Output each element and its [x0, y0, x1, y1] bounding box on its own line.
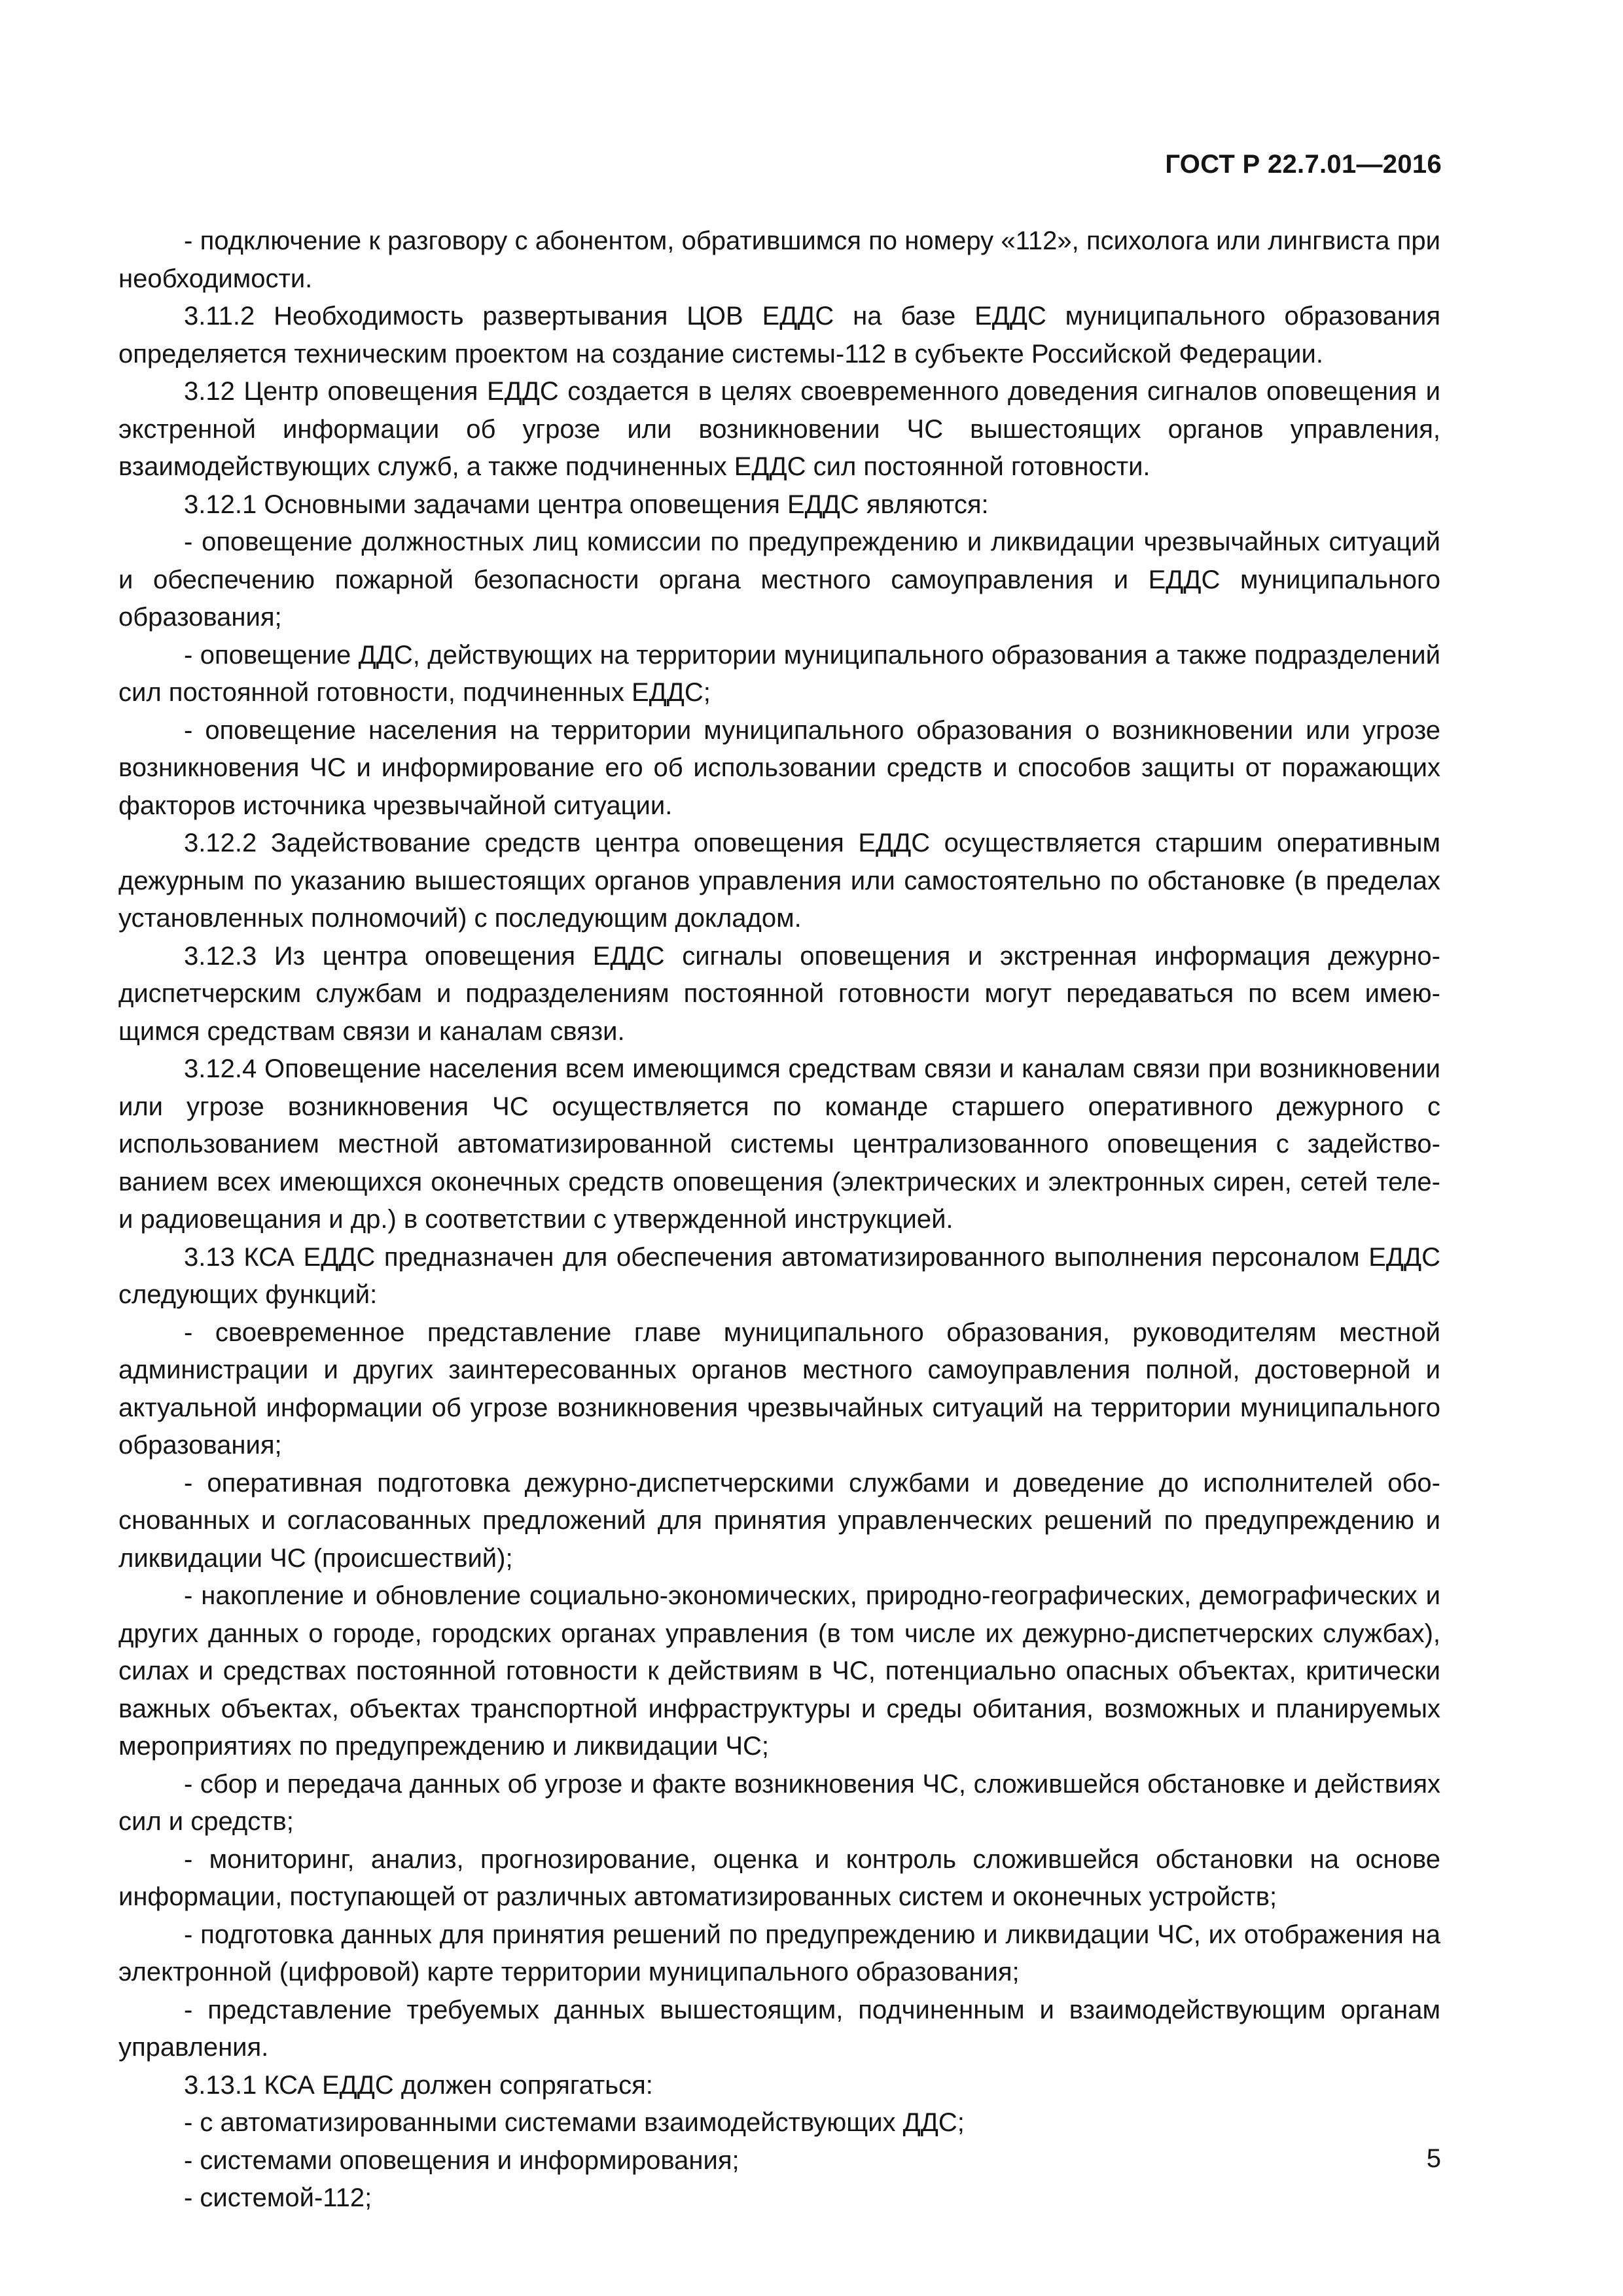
page-number: 5: [1426, 2144, 1441, 2173]
paragraph: - с автоматизированными системами взаимодействующих ДДС;: [184, 2108, 965, 2137]
paragraph: 3.12 Центр оповещения ЕДДС создается в целях своевременного доведения сигналов оповещения и экстренной информации об угрозе или возникновении ЧС вышестоящих органов управления, взаимодействующих служб, а также подчиненных ЕДДС сил постоянной готовности.: [118, 377, 1440, 481]
paragraph: - накопление и обновление социально-экономических, природно-географических, демографических и других данных о городе, городских органах управления (в том числе их дежурно-диспетчерских службах), силах и средствах постоянной готовности к действиям в ЧС, потенциально опасных объектах, критически важных объектах, объектах транспортной инфраструктуры и среды обитания, возможных и планируемых мероприятиях по предупреждению и ликвидации ЧС;: [118, 1581, 1440, 1761]
paragraph: 3.13 КСА ЕДДС предназначен для обеспечения автоматизированного выполнения персоналом ЕДДС следующих функций:: [118, 1242, 1440, 1309]
paragraph: 3.12.1 Основными задачами центра оповещения ЕДДС являются:: [184, 490, 989, 519]
paragraph: - своевременное представление главе муниципального образования, руководителям местной администрации и других заинтересованных органов местного самоуправления полной, достоверной и актуальной информации об угрозе возникновения чрезвычайных ситуаций на территории муниципального образования;: [118, 1318, 1440, 1460]
paragraph: - представление требуемых данных вышестоящим, подчиненным и взаимодействующим органам управления.: [118, 1995, 1440, 2062]
paragraph: 3.11.2 Необходимость развертывания ЦОВ ЕДДС на базе ЕДДС муниципального образования определяется техническим проектом на создание системы-112 в субъекте Российской Федерации.: [118, 302, 1440, 368]
paragraph: - оповещение ДДС, действующих на территории муниципального образования а также подразделений сил постоянной готовности, подчиненных ЕДДС;: [118, 640, 1440, 707]
paragraph: 3.12.3 Из центра оповещения ЕДДС сигналы оповещения и экстренная информация дежурно-диспетчерским службам и подразделениям постоянной готовности могут передаваться по всем имеющимся средствам связи и каналам связи.: [118, 941, 1440, 1046]
paragraph: - оповещение должностных лиц комиссии по предупреждению и ликвидации чрезвычайных ситуаций и обеспечению пожарной безопасности органа местного самоуправления и ЕДДС муниципального образования;: [118, 528, 1440, 632]
body-text: [118, 223, 1440, 2217]
paragraph: - мониторинг, анализ, прогнозирование, оценка и контроль сложившейся обстановки на основе информации, поступающей от различных автоматизированных систем и оконечных устройств;: [118, 1844, 1440, 1911]
paragraph: 3.13.1 КСА ЕДДС должен сопрягаться:: [184, 2070, 653, 2100]
paragraph: - сбор и передача данных об угрозе и факте возникновения ЧС, сложившейся обстановке и действиях сил и средств;: [118, 1769, 1440, 1836]
document-code-header: ГОСТ Р 22.7.01—2016: [1165, 150, 1442, 179]
paragraph: - подготовка данных для принятия решений по предупреждению и ликвидации ЧС, их отображения на электронной (цифровой) карте территории муниципального образования;: [118, 1920, 1440, 1986]
paragraph: 3.12.4 Оповещение населения всем имеющимся средствам связи и каналам связи при возникновении или угрозе возникновения ЧС осуществляется по команде старшего оперативного дежурного с использованием местной автоматизированной системы централизованного оповещения с задействованием всех имеющихся оконечных средств оповещения (электрических и электронных сирен, сетей теле- и радиовещания и др.) в соответствии с утвержденной инструкцией.: [118, 1054, 1440, 1234]
paragraph: 3.12.2 Задействование средств центра оповещения ЕДДС осуществляется старшим оперативным дежурным по указанию вышестоящих органов управления или самостоятельно по обстановке (в пределах установленных полномочий) с последующим докладом.: [118, 829, 1440, 933]
paragraph: - системой-112;: [184, 2183, 372, 2212]
paragraph: - оповещение населения на территории муниципального образования о возникновении или угрозе возникновения ЧС и информирование его об использовании средств и способов защиты от поражающих факторов источника чрезвычайной ситуации.: [118, 715, 1440, 820]
paragraph: - подключение к разговору с абонентом, обратившимся по номеру «112», психолога или лингвиста при необходимости.: [118, 226, 1440, 293]
paragraph: - оперативная подготовка дежурно-диспетчерскими службами и доведение до исполнителей обоснованных и согласованных предложений для принятия управленческих решений по предупреждению и ликвидации ЧС (происшествий);: [118, 1468, 1440, 1573]
paragraph: - системами оповещения и информирования;: [184, 2145, 740, 2175]
